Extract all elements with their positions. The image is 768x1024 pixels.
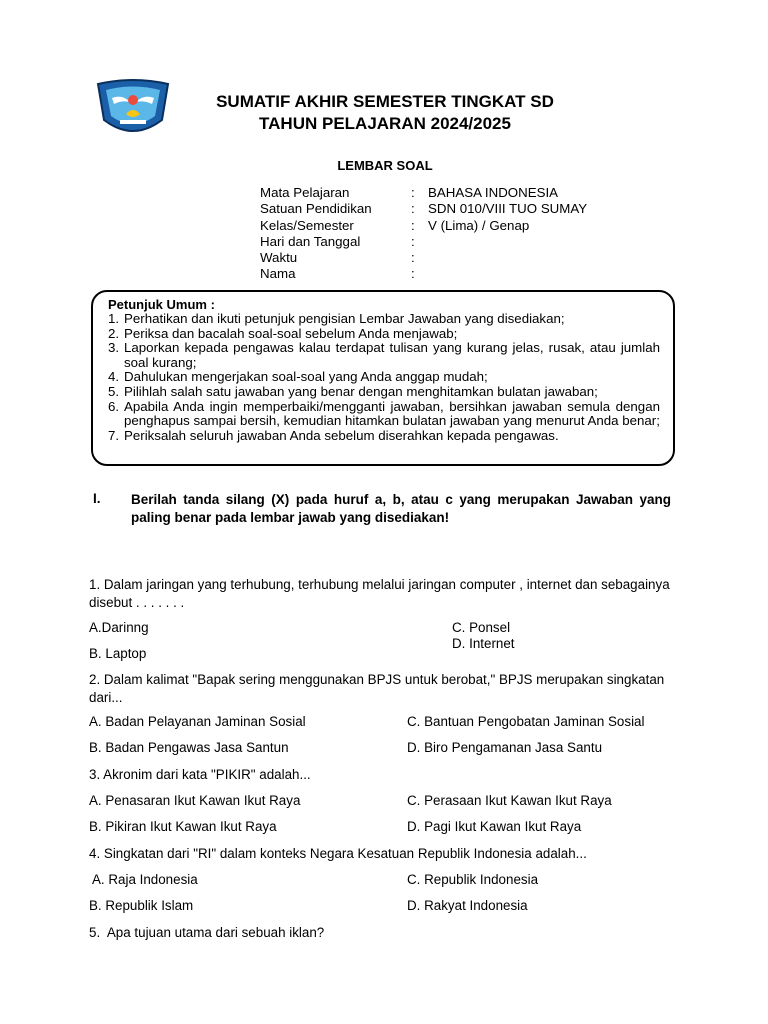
info-value: BAHASA INDONESIA [428, 185, 559, 200]
info-row [260, 234, 660, 250]
answer-option: A. Penasaran Ikut Kawan Ikut Raya [89, 793, 301, 808]
question-text: 5. Apa tujuan utama dari sebuah iklan? [89, 925, 325, 940]
petunjuk-item-text: Pilihlah salah satu jawaban yang benar dengan menghitamkan bulatan jawaban; [124, 383, 598, 399]
answer-option: A.Darinng [89, 620, 149, 635]
info-table [260, 185, 660, 283]
petunjuk-item-text: Perhatikan dan ikuti petunjuk pengisian Lembar Jawaban yang disediakan; [124, 311, 565, 326]
info-label: Satuan Pendidikan [260, 201, 372, 217]
info-label: Kelas/Semester [260, 217, 354, 233]
petunjuk-item [108, 385, 660, 400]
info-value: SDN 010/VIII TUO SUMAY [428, 201, 588, 217]
petunjuk-item-number: 3. [108, 340, 120, 356]
petunjuk-item [108, 370, 660, 385]
info-separator: : [411, 185, 415, 200]
petunjuk-item [108, 341, 660, 370]
answer-option: D. Biro Pengamanan Jasa Santu [407, 740, 603, 755]
petunjuk-item-number: 7. [108, 427, 120, 443]
section-title: LEMBAR SOAL [337, 158, 433, 173]
info-row [260, 218, 660, 234]
answer-option: A. Raja Indonesia [89, 872, 198, 887]
petunjuk-item [108, 312, 660, 327]
question-text: 3. Akronim dari kata "PIKIR" adalah... [89, 767, 311, 782]
info-row [260, 266, 660, 282]
answer-option: B. Republik Islam [89, 898, 194, 913]
answer-option: D. Internet [452, 636, 515, 651]
petunjuk-title: Petunjuk Umum : [108, 297, 215, 312]
header-title-line1: SUMATIF AKHIR SEMESTER TINGKAT SD [216, 92, 554, 111]
answer-option: D. Pagi Ikut Kawan Ikut Raya [407, 819, 582, 834]
petunjuk-item [108, 429, 660, 444]
info-row [260, 250, 660, 266]
answer-option: A. Badan Pelayanan Jaminan Sosial [89, 714, 306, 729]
answer-option: C. Ponsel [452, 620, 511, 635]
petunjuk-item-text: Laporkan kepada pengawas kalau terdapat tulisan yang kurang jelas, rusak, atau jumlah soal kurang; [124, 340, 660, 370]
answer-option: B. Laptop [89, 646, 147, 661]
info-value: V (Lima) / Genap [428, 217, 530, 233]
petunjuk-list [108, 312, 660, 443]
petunjuk-item-text: Dahulukan mengerjakan soal-soal yang Anda anggap mudah; [124, 369, 488, 385]
question-text: 1. Dalam jaringan yang terhubung, terhubung melalui jaringan computer , internet dan sebagainya disebut . . . . . . . [89, 577, 670, 610]
answer-option: C. Bantuan Pengobatan Jaminan Sosial [407, 714, 645, 729]
header-title-line2: TAHUN PELAJARAN 2024/2025 [259, 114, 511, 133]
answer-option: C. Republik Indonesia [407, 872, 539, 887]
answer-option: B. Pikiran Ikut Kawan Ikut Raya [89, 819, 277, 834]
info-label: Nama [260, 266, 296, 282]
info-separator: : [411, 217, 415, 233]
info-separator: : [411, 266, 415, 282]
petunjuk-item [108, 400, 660, 429]
petunjuk-item-number: 2. [108, 325, 120, 341]
question-text: 4. Singkatan dari "RI" dalam konteks Negara Kesatuan Republik Indonesia adalah... [89, 846, 587, 861]
info-label: Waktu [260, 250, 298, 266]
answer-option: B. Badan Pengawas Jasa Santun [89, 740, 289, 755]
info-separator: : [411, 201, 415, 217]
petunjuk-item-number: 6. [108, 398, 120, 414]
answer-option: D. Rakyat Indonesia [407, 898, 528, 913]
petunjuk-item [108, 327, 660, 342]
info-label: Mata Pelajaran [260, 185, 350, 200]
info-row [260, 201, 660, 217]
petunjuk-item-text: Periksa dan bacalah soal-soal sebelum Anda menjawab; [124, 325, 458, 341]
info-row [260, 185, 660, 201]
info-separator: : [411, 250, 415, 266]
petunjuk-item-text: Apabila Anda ingin memperbaiki/mengganti jawaban, bersihkan jawaban semula dengan penghapus sampai bersih, kemudian hitamkan bulatan jawaban yang menurut Anda benar; [124, 398, 660, 429]
answer-option: C. Perasaan Ikut Kawan Ikut Raya [407, 793, 612, 808]
question-text: 2. Dalam kalimat "Bapak sering menggunakan BPJS untuk berobat," BPJS merupakan singkatan dari... [89, 672, 665, 705]
info-label: Hari dan Tanggal [260, 233, 361, 249]
instruction-number: I. [93, 491, 101, 506]
instruction-text: Berilah tanda silang (X) pada huruf a, b, atau c yang merupakan Jawaban yang paling benar pada lembar jawab yang disediakan! [131, 492, 671, 525]
petunjuk-item-text: Periksalah seluruh jawaban Anda sebelum diserahkan kepada pengawas. [124, 427, 559, 443]
info-separator: : [411, 233, 415, 249]
petunjuk-item-number: 5. [108, 383, 120, 399]
petunjuk-item-number: 1. [108, 311, 120, 326]
petunjuk-item-number: 4. [108, 369, 120, 385]
